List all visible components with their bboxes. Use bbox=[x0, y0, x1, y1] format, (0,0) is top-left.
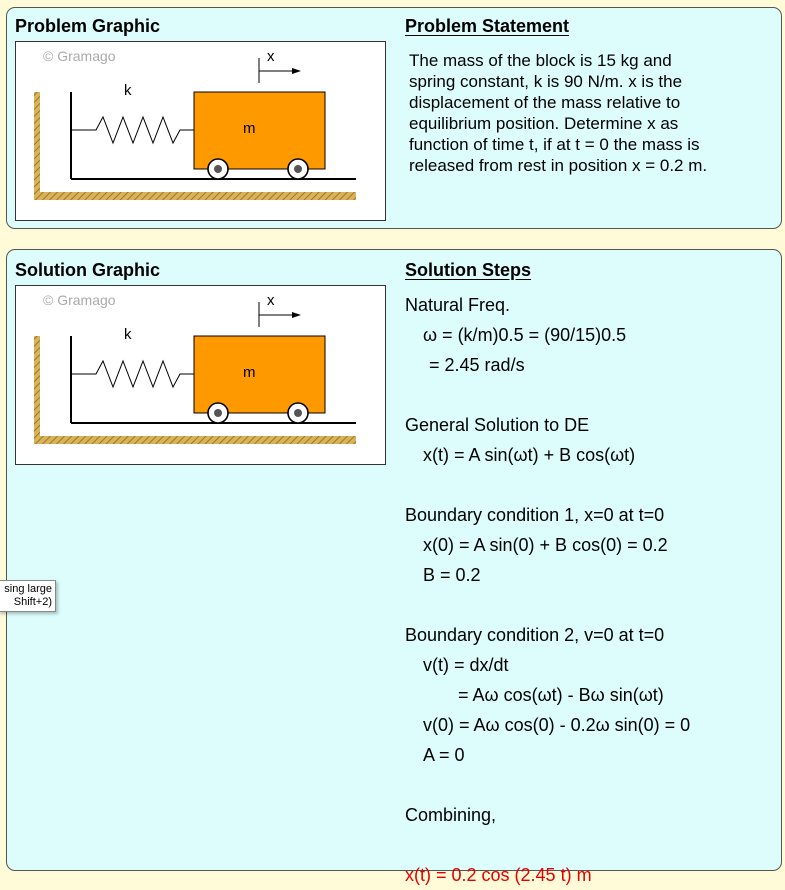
copyright-text: © Gramago bbox=[43, 48, 116, 64]
step-line: x(t) = A sin(ωt) + B cos(ωt) bbox=[423, 445, 636, 465]
problem-panel bbox=[6, 7, 782, 229]
solution-graphic-title: Solution Graphic bbox=[15, 260, 161, 280]
final-result: x(t) = 0.2 cos (2.45 t) m bbox=[405, 865, 592, 885]
x-arrow-head bbox=[292, 68, 301, 74]
statement-line: The mass of the block is 15 kg and bbox=[409, 51, 672, 70]
step-line: x(0) = A sin(0) + B cos(0) = 0.2 bbox=[423, 535, 668, 555]
mass-label: m bbox=[243, 364, 256, 381]
blank-line bbox=[405, 590, 775, 620]
solution-steps-title: Solution Steps bbox=[405, 260, 531, 280]
statement-line: spring constant, k is 90 N/m. x is the bbox=[409, 72, 683, 91]
spring-label: k bbox=[124, 82, 132, 99]
mass-label: m bbox=[243, 120, 256, 137]
step-line: Boundary condition 1, x=0 at t=0 bbox=[405, 505, 665, 525]
step-line: Combining, bbox=[405, 805, 497, 825]
mass-block bbox=[194, 336, 325, 413]
tooltip-line: Shift+2) bbox=[13, 596, 52, 608]
blank-line bbox=[405, 380, 775, 410]
spring-label: k bbox=[124, 326, 132, 343]
right-wheel bbox=[288, 403, 308, 423]
step-line: A = 0 bbox=[423, 745, 465, 765]
step-line: General Solution to DE bbox=[405, 415, 590, 435]
blank-line bbox=[405, 770, 775, 800]
floor-hatch bbox=[34, 192, 356, 200]
step-line: Boundary condition 2, v=0 at t=0 bbox=[405, 625, 665, 645]
step-line: v(t) = dx/dt bbox=[423, 655, 509, 675]
statement-line: equilibrium position. Determine x as bbox=[409, 114, 679, 133]
left-wheel bbox=[208, 159, 228, 179]
blank-line bbox=[405, 470, 775, 500]
solution-steps bbox=[405, 290, 775, 890]
problem-graphic-title: Problem Graphic bbox=[15, 16, 161, 36]
right-wheel bbox=[288, 159, 308, 179]
wall-hatch bbox=[34, 92, 40, 200]
problem-statement bbox=[409, 50, 774, 176]
spring bbox=[71, 361, 194, 387]
copyright-text: © Gramago bbox=[43, 292, 116, 308]
step-line: B = 0.2 bbox=[423, 565, 481, 585]
statement-line: function of time t, if at t = 0 the mass is bbox=[409, 135, 700, 154]
x-arrow-head bbox=[292, 312, 301, 318]
spring bbox=[71, 117, 194, 143]
wall-hatch bbox=[34, 336, 40, 444]
tooltip-line: sing large bbox=[4, 583, 52, 595]
solution-panel bbox=[6, 249, 782, 885]
tooltip bbox=[0, 580, 56, 612]
step-line: = Aω cos(ωt) - Bω sin(ωt) bbox=[458, 685, 664, 705]
step-line: v(0) = Aω cos(0) - 0.2ω sin(0) = 0 bbox=[423, 715, 691, 735]
statement-line: released from rest in position x = 0.2 m. bbox=[409, 156, 708, 175]
step-line: ω = (k/m)0.5 = (90/15)0.5 bbox=[423, 325, 627, 345]
statement-line: displacement of the mass relative to bbox=[409, 93, 681, 112]
problem-graphic bbox=[15, 41, 386, 221]
problem-statement-title: Problem Statement bbox=[405, 16, 570, 36]
floor-hatch bbox=[34, 436, 356, 444]
axis-label: x bbox=[267, 48, 275, 65]
mass-block bbox=[194, 92, 325, 169]
step-line: Natural Freq. bbox=[405, 295, 511, 315]
blank-line bbox=[405, 830, 775, 860]
left-wheel bbox=[208, 403, 228, 423]
spring-mass-diagram bbox=[16, 286, 387, 466]
solution-graphic bbox=[15, 285, 386, 465]
step-line: = 2.45 rad/s bbox=[429, 355, 525, 375]
spring-mass-diagram bbox=[16, 42, 387, 222]
axis-label: x bbox=[267, 292, 275, 309]
